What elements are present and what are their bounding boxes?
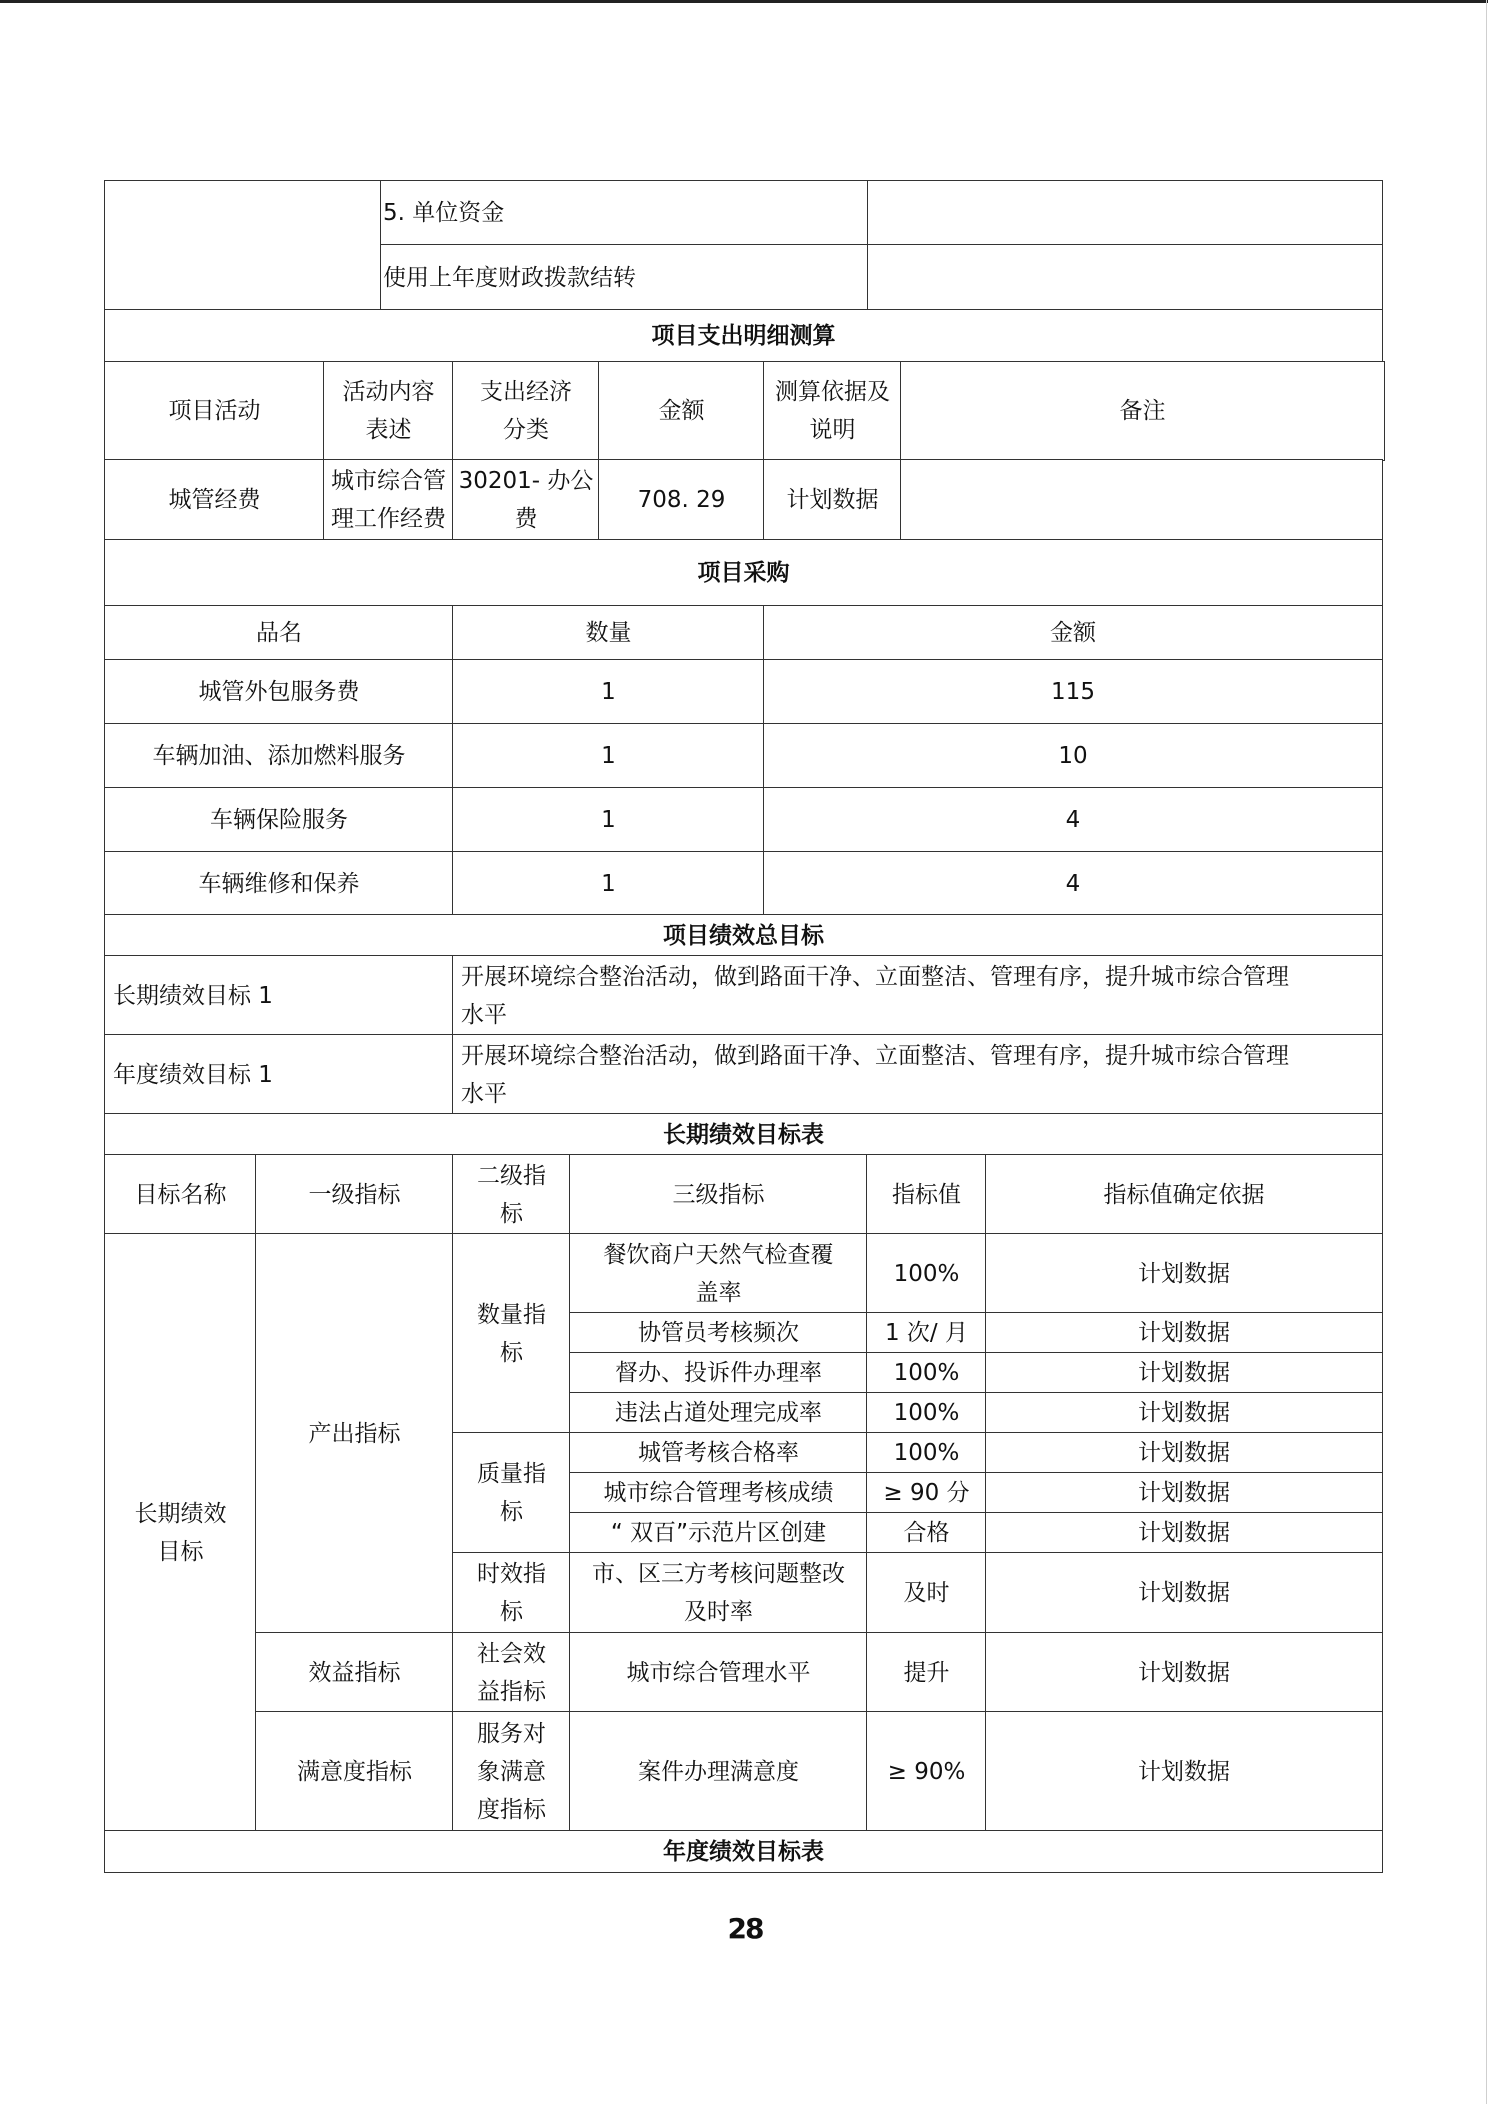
procurement-header-1 xyxy=(452,605,765,661)
kpi-row-0-level3-text: 盖率 xyxy=(695,1279,742,1306)
procurement-row-0-amount xyxy=(763,659,1383,725)
kpi-row-1-level3-text: 协管员考核频次 xyxy=(638,1320,799,1346)
kpi-row-9-value-text: ≥ 90% xyxy=(887,1758,966,1785)
detail-category xyxy=(452,459,600,541)
kpi-row-1-level3 xyxy=(569,1312,868,1354)
kpi-header-value xyxy=(866,1154,987,1235)
kpi-level1-benefit-text: 效益指标 xyxy=(308,1659,401,1686)
procurement-row-0-name xyxy=(104,659,454,725)
kpi-row-6-basis xyxy=(985,1512,1383,1554)
detail-header-5 xyxy=(900,361,1385,461)
detail-activity-text: 城管经费 xyxy=(168,487,261,513)
kpi-header-level2 xyxy=(452,1154,571,1235)
kpi-goal-name xyxy=(104,1233,257,1832)
detail-header-2-text: 支出经济 xyxy=(480,379,572,405)
kpi-row-6-value-text: 合格 xyxy=(903,1520,950,1546)
detail-category-text: 30201- 办公 xyxy=(458,468,594,494)
kpi-level2-timeliness-text: 时效指 xyxy=(477,1561,546,1587)
kpi-level2-service-text: 象满意 xyxy=(477,1758,546,1785)
procurement-section-title xyxy=(104,539,1383,607)
kpi-level1-benefit xyxy=(255,1632,454,1713)
procurement-row-2-qty xyxy=(452,787,765,853)
procurement-row-3-qty xyxy=(452,851,765,916)
kpi-row-4-value-text: 100% xyxy=(893,1440,960,1466)
detail-header-1-text: 表述 xyxy=(365,417,412,443)
procurement-row-3-qty-text: 1 xyxy=(601,870,616,897)
detail-header-1 xyxy=(323,361,454,461)
procurement-header-2-text: 金额 xyxy=(1050,620,1096,646)
goal-text-0-text: 开展环境综合整治活动，做到路面干净、立面整洁、管理有序，提升城市综合管理 xyxy=(461,963,1289,990)
procurement-row-2-qty-text: 1 xyxy=(601,807,616,833)
kpi-row-8-value-text: 提升 xyxy=(903,1659,950,1686)
kpi-row-7-value xyxy=(866,1552,987,1634)
kpi-row-3-value-text: 100% xyxy=(893,1400,960,1426)
kpi-level2-quantity-text: 标 xyxy=(500,1339,523,1366)
kpi-row-6-value xyxy=(866,1512,987,1554)
detail-header-0 xyxy=(104,361,325,461)
kpi-header-level3 xyxy=(569,1154,868,1235)
procurement-row-2-name xyxy=(104,787,454,853)
goal-label-0 xyxy=(104,955,454,1036)
kpi-level1-output-text: 产出指标 xyxy=(308,1420,401,1447)
procurement-row-1-amount xyxy=(763,723,1383,789)
funding-carryover-text: 使用上年度财政拨款结转 xyxy=(383,264,636,291)
detail-header-2 xyxy=(452,361,600,461)
goal-text-0-text: 水平 xyxy=(461,1001,507,1028)
procurement-row-3-name-text: 车辆维修和保养 xyxy=(198,870,360,897)
kpi-row-3-level3 xyxy=(569,1392,868,1434)
kpi-header-goal-name-text: 目标名称 xyxy=(134,1181,227,1208)
kpi-row-3-level3-text: 违法占道处理完成率 xyxy=(615,1400,822,1426)
top-border xyxy=(0,0,1488,3)
kpi-level2-service-text: 度指标 xyxy=(477,1796,546,1823)
detail-amount xyxy=(598,459,765,541)
procurement-row-0-amount-text: 115 xyxy=(1051,679,1095,705)
kpi-row-3-basis-text: 计划数据 xyxy=(1138,1400,1230,1426)
detail-header-0-text: 项目活动 xyxy=(168,398,261,424)
kpi-row-8-level3-text: 城市综合管理水平 xyxy=(626,1659,811,1686)
goals-title-text: 项目绩效总目标 xyxy=(663,922,824,949)
procurement-row-3-name xyxy=(104,851,454,916)
detail-amount-text: 708. 29 xyxy=(637,487,726,513)
detail-header-5-text: 备注 xyxy=(1119,398,1166,424)
detail-content xyxy=(323,459,454,541)
kpi-header-basis xyxy=(985,1154,1383,1235)
procurement-row-3-amount xyxy=(763,851,1383,916)
procurement-row-0-name-text: 城管外包服务费 xyxy=(198,679,360,705)
kpi-row-0-basis-text: 计划数据 xyxy=(1138,1260,1230,1287)
kpi-row-4-basis-text: 计划数据 xyxy=(1138,1440,1230,1466)
kpi-row-9-basis xyxy=(985,1711,1383,1832)
kpi-level2-social-text: 益指标 xyxy=(477,1678,546,1705)
kpi-row-2-basis xyxy=(985,1352,1383,1394)
kpi-row-9-basis-text: 计划数据 xyxy=(1138,1758,1230,1785)
kpi-header-level3-text: 三级指标 xyxy=(672,1181,765,1208)
kpi-goal-name-text: 目标 xyxy=(157,1538,204,1565)
procurement-row-2-amount-text: 4 xyxy=(1065,807,1081,833)
kpi-row-6-level3-text: “ 双百”示范片区创建 xyxy=(610,1520,827,1546)
kpi-header-level2-text: 二级指 xyxy=(477,1162,546,1189)
kpi-level2-timeliness xyxy=(452,1552,571,1634)
kpi-title-text: 长期绩效目标表 xyxy=(663,1121,824,1148)
kpi-level2-quantity xyxy=(452,1233,571,1434)
kpi-row-1-basis-text: 计划数据 xyxy=(1138,1320,1230,1346)
kpi-row-0-basis xyxy=(985,1233,1383,1314)
kpi-row-2-level3 xyxy=(569,1352,868,1394)
goal-label-0-text: 长期绩效目标 1 xyxy=(113,982,273,1009)
kpi-row-5-level3 xyxy=(569,1472,868,1514)
kpi-row-8-level3 xyxy=(569,1632,868,1713)
detail-basis-text: 计划数据 xyxy=(786,487,879,513)
kpi-row-7-level3 xyxy=(569,1552,868,1634)
goal-text-0 xyxy=(452,955,1383,1036)
kpi-row-3-basis xyxy=(985,1392,1383,1434)
detail-content-text: 城市综合管 xyxy=(331,468,446,494)
kpi-row-8-basis-text: 计划数据 xyxy=(1138,1659,1230,1686)
funding-blank-cell xyxy=(104,180,382,311)
procurement-row-2-amount xyxy=(763,787,1383,853)
kpi-row-8-basis xyxy=(985,1632,1383,1713)
kpi-row-2-value xyxy=(866,1352,987,1394)
kpi-row-0-level3-text: 餐饮商户天然气检查覆 xyxy=(603,1241,834,1268)
goal-text-1 xyxy=(452,1034,1383,1115)
goal-text-1-text: 水平 xyxy=(461,1080,507,1107)
kpi-row-5-value xyxy=(866,1472,987,1514)
kpi-row-2-value-text: 100% xyxy=(893,1360,960,1386)
kpi-header-level2-text: 标 xyxy=(500,1200,523,1227)
kpi-level2-service-text: 服务对 xyxy=(477,1720,546,1747)
kpi-row-9-level3 xyxy=(569,1711,868,1832)
kpi-level2-quality-text: 质量指 xyxy=(477,1461,546,1487)
kpi-row-7-level3-text: 及时率 xyxy=(684,1599,753,1625)
kpi-header-value-text: 指标值 xyxy=(892,1181,961,1208)
kpi-row-5-basis xyxy=(985,1472,1383,1514)
kpi-row-7-value-text: 及时 xyxy=(903,1580,950,1606)
procurement-row-3-amount-text: 4 xyxy=(1065,870,1081,897)
kpi-level1-satisfaction xyxy=(255,1711,454,1832)
kpi-row-3-value xyxy=(866,1392,987,1434)
kpi-row-2-level3-text: 督办、投诉件办理率 xyxy=(615,1360,822,1386)
detail-basis xyxy=(763,459,902,541)
kpi-row-6-level3 xyxy=(569,1512,868,1554)
kpi-level2-social xyxy=(452,1632,571,1713)
kpi-row-5-level3-text: 城市综合管理考核成绩 xyxy=(603,1480,834,1506)
kpi-header-basis-text: 指标值确定依据 xyxy=(1103,1181,1265,1208)
funding-unit-label xyxy=(380,180,869,246)
goal-text-1-text: 开展环境综合整治活动，做到路面干净、立面整洁、管理有序，提升城市综合管理 xyxy=(461,1042,1289,1069)
detail-header-3-text: 金额 xyxy=(658,398,705,424)
procurement-header-0-text: 品名 xyxy=(256,620,302,646)
kpi-row-7-level3-text: 市、区三方考核问题整改 xyxy=(592,1561,845,1587)
kpi-row-8-value xyxy=(866,1632,987,1713)
kpi-row-1-basis xyxy=(985,1312,1383,1354)
detail-title-text: 项目支出明细测算 xyxy=(651,323,836,349)
kpi-level2-service xyxy=(452,1711,571,1832)
kpi-section-title xyxy=(104,1113,1383,1156)
procurement-title-text: 项目采购 xyxy=(697,560,790,586)
kpi-goal-name-text: 长期绩效 xyxy=(134,1500,227,1527)
kpi-row-2-basis-text: 计划数据 xyxy=(1138,1360,1230,1386)
procurement-row-1-qty xyxy=(452,723,765,789)
kpi-header-goal-name xyxy=(104,1154,257,1235)
page-number: 28 xyxy=(727,1912,763,1945)
detail-header-1-text: 活动内容 xyxy=(342,379,435,405)
kpi-level2-social-text: 社会效 xyxy=(477,1640,546,1667)
procurement-row-0-qty xyxy=(452,659,765,725)
annual-title-text: 年度绩效目标表 xyxy=(663,1838,824,1865)
detail-header-3 xyxy=(598,361,765,461)
annual-section-title xyxy=(104,1830,1383,1873)
funding-unit-value xyxy=(867,180,1383,246)
kpi-row-7-basis xyxy=(985,1552,1383,1634)
procurement-row-0-qty-text: 1 xyxy=(601,679,616,705)
detail-header-4-text: 测算依据及 xyxy=(775,379,890,405)
kpi-row-9-level3-text: 案件办理满意度 xyxy=(638,1758,799,1785)
kpi-row-4-level3 xyxy=(569,1432,868,1474)
procurement-header-1-text: 数量 xyxy=(585,620,632,646)
kpi-row-9-value xyxy=(866,1711,987,1832)
detail-header-4-text: 说明 xyxy=(809,417,856,443)
kpi-row-5-value-text: ≥ 90 分 xyxy=(883,1480,970,1506)
funding-unit-text: 5. 单位资金 xyxy=(383,200,505,226)
kpi-level2-quantity-text: 数量指 xyxy=(477,1301,546,1328)
procurement-header-2 xyxy=(763,605,1383,661)
kpi-row-6-basis-text: 计划数据 xyxy=(1138,1520,1230,1546)
kpi-row-0-value-text: 100% xyxy=(893,1260,960,1287)
kpi-row-4-value xyxy=(866,1432,987,1474)
kpi-level2-quality-text: 标 xyxy=(500,1499,523,1525)
procurement-row-1-name-text: 车辆加油、添加燃料服务 xyxy=(152,743,406,769)
goals-section-title xyxy=(104,914,1383,957)
detail-category-text: 费 xyxy=(514,506,538,532)
detail-header-2-text: 分类 xyxy=(503,417,549,443)
funding-carryover-label xyxy=(380,244,869,311)
funding-carryover-value xyxy=(867,244,1383,311)
kpi-level1-satisfaction-text: 满意度指标 xyxy=(297,1758,412,1785)
kpi-row-0-level3 xyxy=(569,1233,868,1314)
detail-content-text: 理工作经费 xyxy=(331,506,446,532)
kpi-level1-output xyxy=(255,1233,454,1634)
right-edge xyxy=(1486,0,1487,2104)
kpi-level2-timeliness-text: 标 xyxy=(500,1599,523,1625)
kpi-row-7-basis-text: 计划数据 xyxy=(1138,1580,1230,1606)
detail-header-4 xyxy=(763,361,902,461)
goal-label-1-text: 年度绩效目标 1 xyxy=(113,1061,273,1088)
kpi-row-4-basis xyxy=(985,1432,1383,1474)
kpi-header-level1-text: 一级指标 xyxy=(308,1181,401,1208)
kpi-row-1-value xyxy=(866,1312,987,1354)
kpi-row-1-value-text: 1 次/ 月 xyxy=(884,1320,968,1346)
kpi-row-5-basis-text: 计划数据 xyxy=(1138,1480,1230,1506)
kpi-row-0-value xyxy=(866,1233,987,1314)
procurement-row-1-amount-text: 10 xyxy=(1058,743,1088,769)
goal-label-1 xyxy=(104,1034,454,1115)
detail-activity xyxy=(104,459,325,541)
detail-remark xyxy=(900,459,1383,541)
procurement-row-2-name-text: 车辆保险服务 xyxy=(210,807,348,833)
detail-section-title xyxy=(104,309,1383,363)
procurement-header-0 xyxy=(104,605,454,661)
kpi-level2-quality xyxy=(452,1432,571,1554)
kpi-row-4-level3-text: 城管考核合格率 xyxy=(638,1440,799,1466)
kpi-header-level1 xyxy=(255,1154,454,1235)
procurement-row-1-qty-text: 1 xyxy=(601,743,616,769)
procurement-row-1-name xyxy=(104,723,454,789)
